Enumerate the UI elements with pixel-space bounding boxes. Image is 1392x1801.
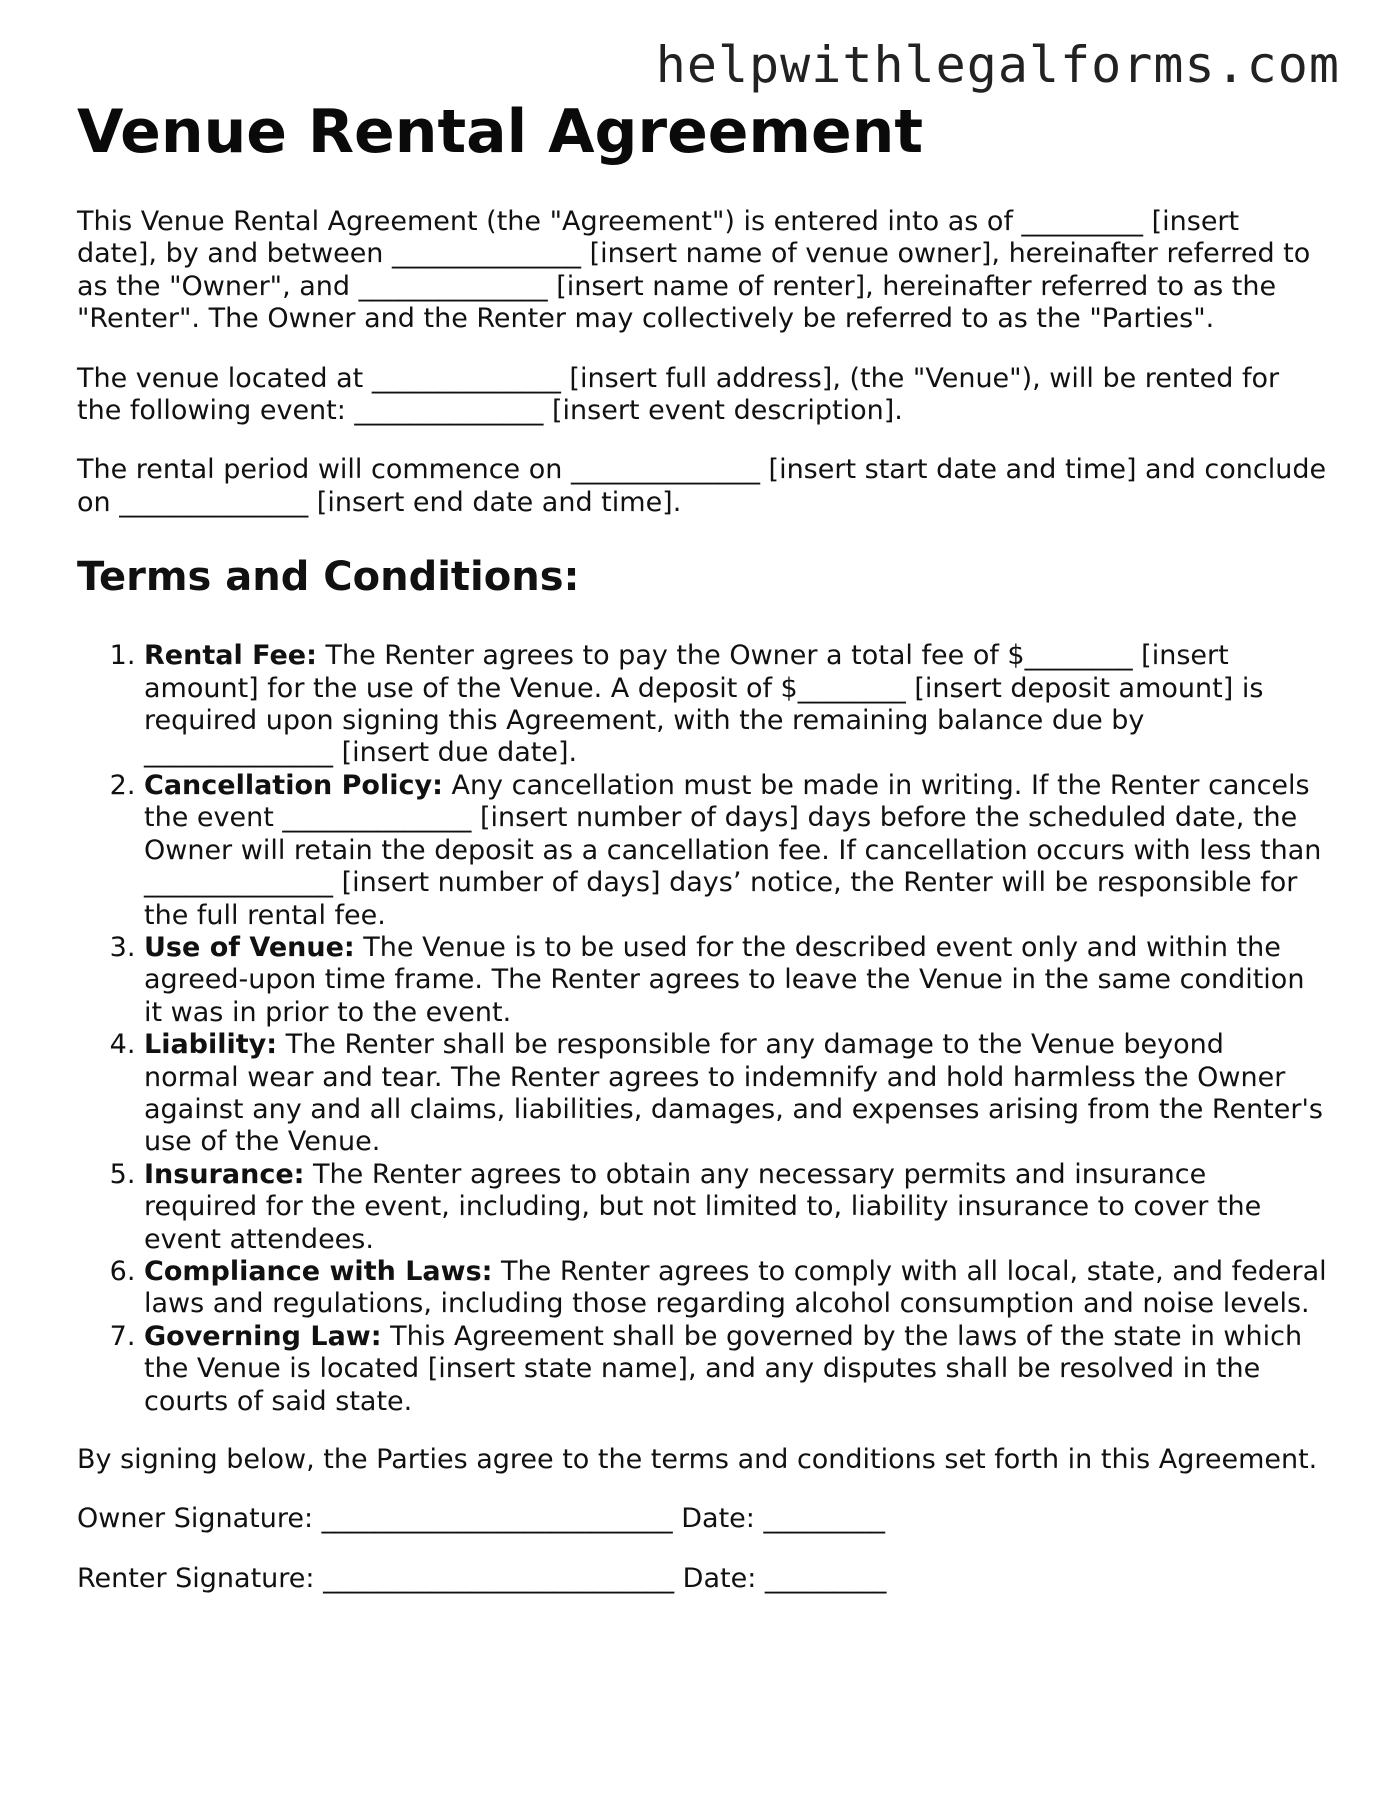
term-text: The Renter agrees to obtain any necessary permits and insurance required for the event, including, but not limited to, liability insurance to cover the event attendees.: [144, 1158, 1262, 1255]
term-item: [144, 1159, 1327, 1256]
terms-list: [77, 640, 1327, 1418]
term-label: Rental Fee:: [144, 640, 317, 672]
term-label: Cancellation Policy:: [144, 769, 443, 801]
owner-signature-line: Owner Signature: __________________________ Date: _________: [77, 1503, 885, 1535]
term-text: The Renter shall be responsible for any damage to the Venue beyond normal wear and tear. The Renter agrees to indemnify and hold harmless the Owner against any and all claims, liabilities, damages, and expenses arising from the Renter's use of the Venue.: [144, 1029, 1323, 1158]
watermark: helpwithlegalforms.com: [655, 36, 1340, 94]
term-item: [144, 1029, 1327, 1159]
term-item: [144, 640, 1327, 770]
term-text: Any cancellation must be made in writing. If the Renter cancels the event ______________ [insert number of days] days before the scheduled date, the Owner will retain the deposit as a cancellation fee. If cancellation occurs with less than ______________ [insert number of days] days’ notice, the Renter will be responsible for the full rental fee.: [144, 769, 1322, 931]
term-item: [144, 1256, 1327, 1321]
term-item: [144, 770, 1327, 932]
term-label: Use of Venue:: [144, 931, 355, 963]
term-label: Liability:: [144, 1029, 278, 1061]
term-label: Governing Law:: [144, 1320, 382, 1352]
rental-period-paragraph: The rental period will commence on ______________ [insert start date and time] and conclude on ______________ [insert end date and time].: [77, 454, 1327, 518]
intro-paragraph: This Venue Rental Agreement (the "Agreement") is entered into as of _________ [insert date], by and between ______________ [insert name of venue owner], hereinafter referred to as the "Owner", and ______________ [insert name of renter], hereinafter referred to as the "Renter". The Owner and the Renter may collectively be referred to as the "Parties".: [77, 206, 1311, 335]
term-label: Insurance:: [144, 1158, 305, 1190]
document-page: [77, 96, 1327, 1595]
term-item: [144, 1321, 1327, 1418]
closing-paragraph: By signing below, the Parties agree to the terms and conditions set forth in this Agreement.: [77, 1444, 1318, 1475]
term-text: The Renter agrees to pay the Owner a total fee of $________ [insert amount] for the use of the Venue. A deposit of $________ [insert deposit amount] is required upon signing this Agreement, with the remaining balance due by ______________ [insert due date].: [144, 640, 1264, 769]
renter-signature-line: Renter Signature: __________________________ Date: _________: [77, 1562, 887, 1594]
term-text: The Venue is to be used for the described event only and within the agreed-upon time frame. The Renter agrees to leave the Venue in the same condition it was in prior to the event.: [144, 931, 1305, 1028]
venue-paragraph: The venue located at ______________ [insert full address], (the "Venue"), will be rented for the following event: ______________ [insert event description].: [77, 362, 1280, 427]
term-text: The Renter agrees to comply with all local, state, and federal laws and regulations, including those regarding alcohol consumption and noise levels.: [144, 1255, 1327, 1320]
terms-heading: Terms and Conditions:: [77, 554, 580, 601]
page-title: Venue Rental Agreement: [77, 97, 924, 167]
term-item: [144, 932, 1327, 1029]
term-label: Compliance with Laws:: [144, 1255, 493, 1287]
term-text: This Agreement shall be governed by the laws of the state in which the Venue is located [insert state name], and any disputes shall be resolved in the courts of said state.: [144, 1320, 1303, 1417]
